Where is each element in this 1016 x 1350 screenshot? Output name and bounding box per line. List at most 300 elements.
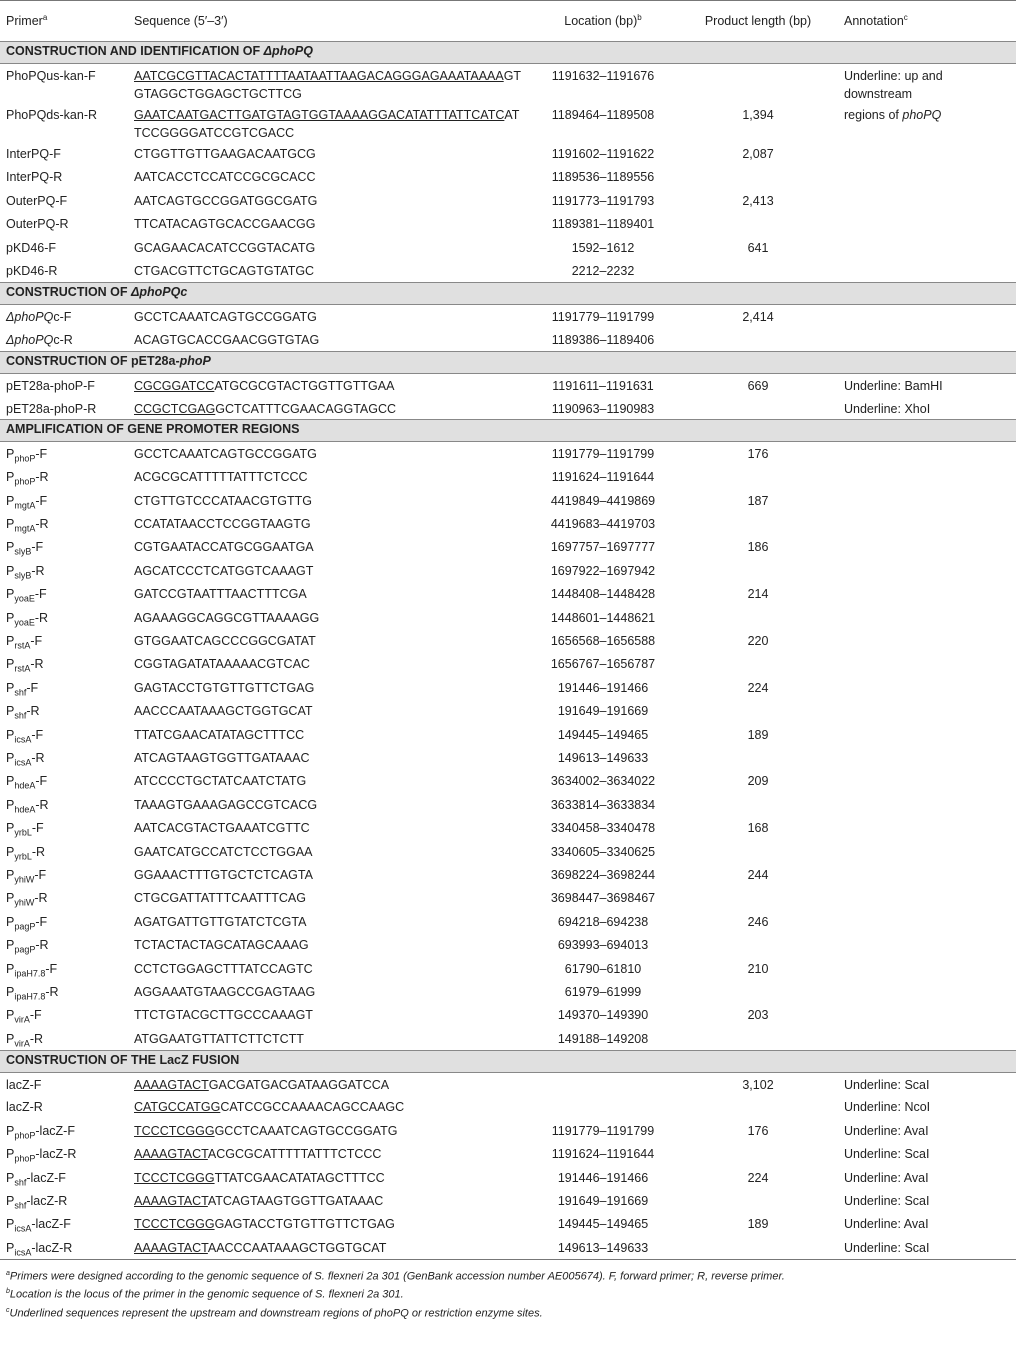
primer-suffix: -R <box>35 938 49 953</box>
location-cell <box>528 142 678 165</box>
annotation-cell <box>838 1095 1016 1118</box>
location-text: 1189536–1189556 <box>551 170 655 185</box>
location-cell <box>528 1095 678 1118</box>
product-length-cell <box>678 64 838 104</box>
primer-gene-subscript: icsA <box>14 734 32 745</box>
sequence-underlined: CGCGGATCC <box>134 378 215 393</box>
product-length-cell <box>678 629 838 652</box>
primer-prefix: P <box>6 1031 15 1046</box>
location-text: 1189464–1189508 <box>551 108 655 122</box>
primer-gene-subscript: yhiW <box>14 897 35 908</box>
sequence-cell <box>128 64 528 104</box>
sequence-cell <box>128 442 528 465</box>
primer-prefix: P <box>6 844 15 859</box>
product-length-text: 189 <box>747 1217 769 1232</box>
product-length-cell <box>678 1072 838 1095</box>
location-text: 149613–149633 <box>557 750 649 765</box>
product-length-text: 187 <box>747 493 769 508</box>
product-length-text: 186 <box>747 540 769 555</box>
location-cell <box>528 64 678 104</box>
location-text: 191649–191669 <box>557 1194 649 1209</box>
footnote <box>0 1266 1016 1285</box>
annotation-text: Underline: AvaI <box>844 1217 929 1232</box>
primer-suffix: -F <box>35 447 48 462</box>
primer-cell <box>0 933 128 956</box>
location-text: 3340458–3340478 <box>550 821 656 836</box>
product-length-cell <box>678 1142 838 1165</box>
product-length-cell <box>678 397 838 420</box>
sequence-text: ATGCGCGTACTGGTTGTTGAA <box>214 378 395 393</box>
location-cell <box>528 1212 678 1235</box>
header-sequence: Sequence (5′–3′) <box>128 1 528 42</box>
primer-cell <box>0 1189 128 1212</box>
sequence-cell <box>128 1003 528 1026</box>
sequence-cell <box>128 535 528 558</box>
primer-name: PhoPQus-kan-F <box>6 69 96 83</box>
primer-prefix: P <box>6 774 15 789</box>
annotation-cell <box>838 1003 1016 1026</box>
sequence-text: GAGTACCTGTGTTGTTCTGAG <box>214 1217 395 1232</box>
location-text: 1191779–1191799 <box>551 309 655 324</box>
product-length-cell <box>678 1166 838 1189</box>
sequence-text: AATCACCTCCATCCGCGCACC <box>134 170 316 185</box>
primer-cell <box>0 328 128 351</box>
sequence-cell <box>128 1072 528 1095</box>
sequence-cell <box>128 582 528 605</box>
sequence-underlined: GAATCAATGACTTGATGTAGTGGTAAAAGGACATATTTATTCATC <box>134 108 505 122</box>
primer-prefix: P <box>6 657 15 672</box>
location-cell <box>528 886 678 909</box>
product-length-cell <box>678 103 838 142</box>
primer-suffix: -F <box>45 961 58 976</box>
primer-cell <box>0 863 128 886</box>
primer-prefix: P <box>6 750 15 765</box>
location-text: 1191602–1191622 <box>551 147 655 161</box>
sequence-text: GTGGAATCAGCCCGGCGATAT <box>134 634 316 649</box>
section-header-row <box>0 1050 1016 1072</box>
primer-cell <box>0 1119 128 1142</box>
sequence-text: GCCTCAAATCAGTGCCGGATG <box>134 309 317 324</box>
primer-prefix: P <box>6 680 15 695</box>
location-cell <box>528 103 678 142</box>
location-cell <box>528 957 678 980</box>
primer-cell <box>0 304 128 327</box>
primer-suffix: -F <box>35 914 48 929</box>
primer-gene-subscript: icsA <box>14 1247 32 1258</box>
primer-name: pET28a-phoP-R <box>6 401 97 416</box>
annotation-cell <box>838 1212 1016 1235</box>
product-length-text: 1,394 <box>742 108 774 122</box>
primer-name: OuterPQ-R <box>6 217 69 232</box>
table-row <box>0 1236 1016 1259</box>
location-text: 1697922–1697942 <box>550 563 656 578</box>
annotation-cell <box>838 64 1016 104</box>
table-row <box>0 910 1016 933</box>
table-row <box>0 606 1016 629</box>
footnote-text: Location is the locus of the primer in the genomic sequence of S. flexneri 2a 301. <box>9 1289 404 1301</box>
product-length-text: 189 <box>747 727 769 742</box>
annotation-cell <box>838 212 1016 235</box>
section-title-italic: phoP <box>179 353 211 368</box>
table-row <box>0 304 1016 327</box>
primer-gene-subscript: phoP <box>14 1130 36 1141</box>
sequence-cell <box>128 840 528 863</box>
annotation-cell <box>838 236 1016 259</box>
table-row <box>0 212 1016 235</box>
location-cell <box>528 629 678 652</box>
primer-suffix: -R <box>30 657 44 672</box>
section-title-italic: ΔphoPQc <box>131 284 188 299</box>
annotation-text: Underline: NcoI <box>844 1100 931 1115</box>
location-cell <box>528 840 678 863</box>
primer-name: c-R <box>53 332 73 347</box>
table-row <box>0 652 1016 675</box>
table-row <box>0 723 1016 746</box>
annotation-cell <box>838 1166 1016 1189</box>
annotation-cell <box>838 933 1016 956</box>
location-cell <box>528 1027 678 1050</box>
sequence-cell <box>128 1027 528 1050</box>
primer-prefix: P <box>6 1147 15 1162</box>
annotation-cell <box>838 1142 1016 1165</box>
primer-suffix: -R <box>35 797 49 812</box>
location-text: 2212–2232 <box>571 263 635 278</box>
primer-cell <box>0 1027 128 1050</box>
table-row <box>0 793 1016 816</box>
annotation-cell <box>838 652 1016 675</box>
product-length-text: 210 <box>747 961 769 976</box>
primer-name: lacZ-R <box>6 1100 43 1115</box>
table-body <box>0 42 1016 1260</box>
product-length-text: 224 <box>747 1170 769 1185</box>
annotation-cell <box>838 606 1016 629</box>
primer-cell <box>0 652 128 675</box>
primer-cell <box>0 723 128 746</box>
location-cell <box>528 259 678 282</box>
sequence-text: TTATCGAACATATAGCTTTCC <box>134 727 305 742</box>
primer-cell <box>0 442 128 465</box>
table-row <box>0 103 1016 142</box>
primer-gene-subscript: pagP <box>14 921 36 932</box>
product-length-cell <box>678 746 838 769</box>
table-row <box>0 863 1016 886</box>
section-header-row <box>0 282 1016 304</box>
sequence-cell <box>128 652 528 675</box>
sequence-text: TTATCGAACATATAGCTTTCC <box>214 1170 385 1185</box>
location-text: 1189381–1189401 <box>551 217 655 232</box>
primer-name: pKD46-R <box>6 263 58 278</box>
table-row <box>0 1095 1016 1118</box>
product-length-cell <box>678 1119 838 1142</box>
table-row <box>0 489 1016 512</box>
table-row <box>0 746 1016 769</box>
primer-italic: ΔphoPQ <box>6 332 54 347</box>
primer-cell <box>0 559 128 582</box>
sequence-underlined: CATGCCATGG <box>134 1100 221 1115</box>
product-length-cell <box>678 769 838 792</box>
location-text: 1191624–1191644 <box>551 1147 655 1162</box>
table-row <box>0 1166 1016 1189</box>
sequence-text: CTGACGTTCTGCAGTGTATGC <box>134 263 315 278</box>
primer-gene-subscript: shf <box>14 710 27 721</box>
table-row <box>0 1027 1016 1050</box>
sequence-cell <box>128 373 528 396</box>
sequence-underlined: AAAAGTACT <box>134 1077 209 1092</box>
sequence-text: ACAGTGCACCGAACGGTGTAG <box>134 332 320 347</box>
annotation-cell <box>838 165 1016 188</box>
primer-suffix: -F <box>31 540 44 555</box>
annotation-cell <box>838 535 1016 558</box>
annotation-cell <box>838 259 1016 282</box>
annotation-cell <box>838 863 1016 886</box>
product-length-cell <box>678 328 838 351</box>
sequence-text: GCCTCAAATCAGTGCCGGATG <box>134 447 317 462</box>
sequence-text: CATCCGCCAAAACAGCCAAGC <box>220 1100 405 1115</box>
primer-italic: ΔphoPQ <box>6 309 54 324</box>
primer-cell <box>0 676 128 699</box>
sequence-text: TTCTGTACGCTTGCCCAAAGT <box>134 1008 313 1023</box>
location-text: 191446–191466 <box>557 680 649 695</box>
location-text: 1190963–1190983 <box>551 401 655 416</box>
location-text: 1191779–1191799 <box>551 447 655 462</box>
table-header <box>0 1 1016 42</box>
primer-gene-subscript: ipaH7.8 <box>14 991 46 1002</box>
location-text: 149445–149465 <box>557 1217 649 1232</box>
sequence-text: TCTACTACTAGCATAGCAAAG <box>134 938 309 953</box>
product-length-cell <box>678 723 838 746</box>
product-length-text: 176 <box>747 1123 769 1138</box>
sequence-cell <box>128 397 528 420</box>
footnote-marker: b <box>6 1288 10 1296</box>
sequence-underlined: AAAAGTACT <box>134 1147 208 1162</box>
table-row <box>0 1189 1016 1212</box>
table-row <box>0 980 1016 1003</box>
location-cell <box>528 793 678 816</box>
location-text: 1191779–1191799 <box>551 1123 655 1138</box>
primer-name: PhoPQds-kan-R <box>6 108 98 122</box>
primer-prefix: P <box>6 1217 15 1232</box>
annotation-cell <box>838 142 1016 165</box>
product-length-text: 669 <box>747 378 769 393</box>
table-row <box>0 142 1016 165</box>
primer-gene-subscript: slyB <box>14 570 32 581</box>
product-length-cell <box>678 1095 838 1118</box>
location-text: 1448601–1448621 <box>550 610 656 625</box>
sequence-cell <box>128 793 528 816</box>
product-length-cell <box>678 957 838 980</box>
primer-cell <box>0 142 128 165</box>
primer-gene-subscript: hdeA <box>14 804 36 815</box>
location-cell <box>528 863 678 886</box>
primer-name: pET28a-phoP-F <box>6 378 95 393</box>
sequence-text: CTGCGATTATTTCAATTTCAG <box>134 891 306 906</box>
sequence-text: TTCATACAGTGCACCGAACGG <box>134 217 316 232</box>
section-title <box>0 42 1016 64</box>
sequence-cell <box>128 1142 528 1165</box>
primer-gene-subscript: virA <box>14 1014 30 1025</box>
product-length-cell <box>678 489 838 512</box>
location-text: 1189386–1189406 <box>551 332 655 347</box>
location-text: 1592–1612 <box>571 240 635 255</box>
primer-cell <box>0 910 128 933</box>
sequence-underlined: AATCGCGTTACACTATTTTAATAATTAAGACAGGGAGAAATAAAA <box>134 69 504 83</box>
product-length-text: 214 <box>747 587 769 602</box>
primer-gene-subscript: yoaE <box>14 617 35 628</box>
annotation-cell <box>838 512 1016 535</box>
section-header-row <box>0 420 1016 442</box>
header-product-length: Product length (bp) <box>678 1 838 42</box>
primer-cell <box>0 236 128 259</box>
location-cell <box>528 652 678 675</box>
primer-suffix: -lacZ-F <box>26 1170 66 1185</box>
section-title-italic: ΔphoPQ <box>263 44 313 58</box>
location-text: 149188–149208 <box>557 1031 649 1046</box>
section-title <box>0 351 1016 373</box>
primer-gene-subscript: mgtA <box>14 500 36 511</box>
primer-suffix: -lacZ-R <box>26 1194 68 1209</box>
footnote-text: Primers were designed according to the genomic sequence of S. flexneri 2a 301 (GenBank accession number AE005674). F, forward primer; R, reverse primer. <box>9 1270 785 1283</box>
location-cell <box>528 304 678 327</box>
primer-cell <box>0 465 128 488</box>
product-length-cell <box>678 933 838 956</box>
annotation-italic: phoPQ <box>902 108 942 122</box>
footnote <box>0 1284 1016 1303</box>
sequence-cell <box>128 212 528 235</box>
sequence-text: ACGCGCATTTTTATTTCTCCC <box>207 1147 382 1162</box>
location-cell <box>528 816 678 839</box>
section-title-text: CONSTRUCTION OF <box>6 284 131 299</box>
sequence-text: CGTGAATACCATGCGGAATGA <box>134 540 314 555</box>
location-text: 3634002–3634022 <box>550 774 656 789</box>
annotation-cell <box>838 676 1016 699</box>
location-text: 1448408–1448428 <box>550 587 656 602</box>
location-text: 61790–61810 <box>564 961 642 976</box>
primer-prefix: P <box>6 938 15 953</box>
primer-suffix: -F <box>30 634 43 649</box>
primer-cell <box>0 1072 128 1095</box>
sequence-text: ATGGAATGTTATTCTTCTCTT <box>134 1031 304 1046</box>
product-length-text: 3,102 <box>742 1077 774 1092</box>
header-primer: Primer$^a$ <box>0 1 128 42</box>
primer-cell <box>0 816 128 839</box>
sequence-cell <box>128 142 528 165</box>
sequence-underlined: AAAAGTACT <box>134 1194 208 1209</box>
annotation-text: Underline: XhoI <box>844 401 931 416</box>
primer-suffix: -R <box>31 844 46 859</box>
sequence-underlined: CCGCTCGAG <box>134 401 216 416</box>
annotation-cell <box>838 769 1016 792</box>
section-title <box>0 282 1016 304</box>
product-length-cell <box>678 1212 838 1235</box>
location-text: 1191611–1191631 <box>552 378 654 393</box>
annotation-text: Underline: ScaI <box>844 1240 930 1255</box>
footnote-marker: c <box>6 1307 10 1314</box>
primer-cell <box>0 64 128 104</box>
primer-cell <box>0 1142 128 1165</box>
location-text: 1656767–1656787 <box>550 657 656 672</box>
location-cell <box>528 1142 678 1165</box>
table-row <box>0 236 1016 259</box>
sequence-cell <box>128 1119 528 1142</box>
footnotes <box>0 1266 1016 1322</box>
sequence-text: AATCAGTGCCGGATGGCGATG <box>134 193 318 208</box>
primer-prefix: P <box>6 540 15 555</box>
primer-suffix: -F <box>31 727 44 742</box>
annotation-cell <box>838 442 1016 465</box>
section-title-text: CONSTRUCTION OF pET28a- <box>6 353 180 368</box>
sequence-text: GCAGAACACATCCGGTACATG <box>134 240 316 255</box>
product-length-cell <box>678 165 838 188</box>
sequence-cell <box>128 189 528 212</box>
sequence-cell <box>128 465 528 488</box>
sequence-cell <box>128 606 528 629</box>
primer-gene-subscript: shf <box>14 1177 27 1188</box>
annotation-text: regions of <box>844 108 903 122</box>
annotation-cell <box>838 582 1016 605</box>
table-row <box>0 629 1016 652</box>
primer-prefix: P <box>6 914 15 929</box>
section-title <box>0 420 1016 442</box>
sequence-cell <box>128 957 528 980</box>
primer-cell <box>0 629 128 652</box>
product-length-cell <box>678 1236 838 1259</box>
sequence-text: CCTCTGGAGCTTTATCCAGTC <box>134 961 313 976</box>
primer-suffix: -R <box>31 563 45 578</box>
product-length-text: 246 <box>747 914 769 929</box>
location-text: 1191632–1191676 <box>551 69 655 83</box>
sequence-cell <box>128 910 528 933</box>
primer-gene-subscript: icsA <box>14 1223 32 1234</box>
annotation-cell <box>838 397 1016 420</box>
sequence-text: AGGAAATGTAAGCCGAGTAAG <box>134 984 316 999</box>
table-row <box>0 957 1016 980</box>
product-length-cell <box>678 189 838 212</box>
sequence-cell <box>128 512 528 535</box>
table-row <box>0 397 1016 420</box>
primer-cell <box>0 1166 128 1189</box>
primer-gene-subscript: pagP <box>14 944 36 955</box>
sequence-cell <box>128 676 528 699</box>
primer-cell <box>0 582 128 605</box>
sequence-cell <box>128 886 528 909</box>
annotation-cell <box>838 910 1016 933</box>
sequence-text: GATCCGTAATTTAACTTTCGA <box>134 587 307 602</box>
product-length-cell <box>678 559 838 582</box>
location-text: 3698224–3698244 <box>550 867 656 882</box>
primer-cell <box>0 373 128 396</box>
sequence-text: GGAAACTTTGTGCTCTCAGTA <box>134 867 313 882</box>
primer-suffix: -R <box>34 610 49 625</box>
location-cell <box>528 489 678 512</box>
annotation-cell <box>838 1119 1016 1142</box>
table-row <box>0 769 1016 792</box>
primer-prefix: P <box>6 634 15 649</box>
primer-name: OuterPQ-F <box>6 193 68 208</box>
section-header-row <box>0 351 1016 373</box>
table-row <box>0 373 1016 396</box>
primer-gene-subscript: yrbL <box>14 851 32 862</box>
primer-suffix: -lacZ-F <box>31 1217 71 1232</box>
sequence-text: ATCCCCTGCTATCAATCTATG <box>134 774 307 789</box>
primer-suffix: -R <box>35 470 49 485</box>
location-text: 1697757–1697777 <box>550 540 656 555</box>
table-row <box>0 933 1016 956</box>
location-text: 4419849–4419869 <box>550 493 656 508</box>
sequence-underlined: TCCCTCGGG <box>134 1123 215 1138</box>
primer-gene-subscript: yhiW <box>14 874 35 885</box>
primer-prefix: P <box>6 704 15 719</box>
location-cell <box>528 582 678 605</box>
